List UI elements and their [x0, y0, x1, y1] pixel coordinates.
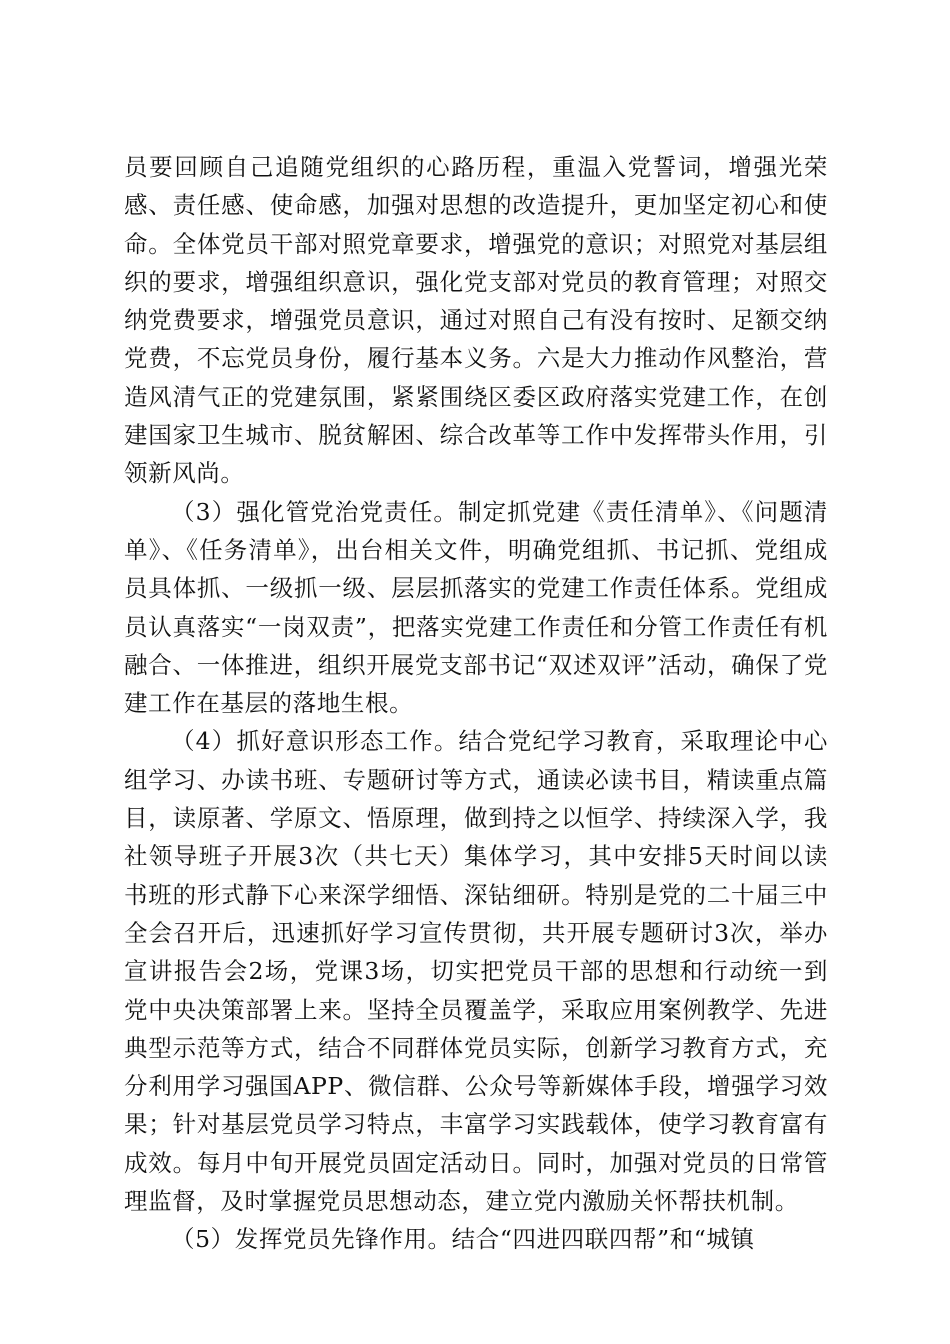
paragraph-continuation: 员要回顾自己追随党组织的心路历程，重温入党誓词，增强光荣感、责任感、使命感，加强对思想的改造提升，更加坚定初心和使命。全体党员干部对照党章要求，增强党的意识；对照党对基层组织的要求，增强组织意识，强化党支部对党员的教育管理；对照交纳党费要求，增强党员意识，通过对照自己有没有按时、足额交纳党费，不忘党员身份，履行基本义务。六是大力推动作风整治，营造风清气正的党建氛围，紧紧围绕区委区政府落实党建工作，在创建国家卫生城市、脱贫解困、综合改革等工作中发挥带头作用，引领新风尚。	[124, 153, 828, 488]
paragraph-section-5: （5）发挥党员先锋作用。结合“四进四联四帮”和“城镇	[171, 1225, 755, 1254]
paragraph-section-4: （4）抓好意识形态工作。结合党纪学习教育，采取理论中心组学习、办读书班、专题研讨等方式，通读必读书目，精读重点篇目，读原著、学原文、悟原理，做到持之以恒学、持续深入学，我社领导班子开展3次（共七天）集体学习，其中安排5天时间以读书班的形式静下心来深学细悟、深钻细研。特别是党的二十届三中全会召开后，迅速抓好学习宣传贯彻，共开展专题研讨3次，举办宣讲报告会2场，党课3场，切实把党员干部的思想和行动统一到党中央决策部署上来。坚持全员覆盖学，采取应用案例教学、先进典型示范等方式，结合不同群体党员实际，创新学习教育方式，充分利用学习强国APP、微信群、公众号等新媒体手段，增强学习效果；针对基层党员学习特点，丰富学习实践载体，使学习教育富有成效。每月中旬开展党员固定活动日。同时，加强对党员的日常管理监督，及时掌握党员思想动态，建立党内激励关怀帮扶机制。	[124, 727, 828, 1216]
paragraph-section-3: （3）强化管党治党责任。制定抓党建《责任清单》、《问题清单》、《任务清单》，出台相关文件，明确党组抓、书记抓、党组成员具体抓、一级抓一级、层层抓落实的党建工作责任体系。党组成员认真落实“一岗双责”，把落实党建工作责任和分管工作责任有机融合、一体推进，组织开展党支部书记“双述双评”活动，确保了党建工作在基层的落地生根。	[124, 497, 828, 718]
document-body	[124, 148, 828, 1259]
